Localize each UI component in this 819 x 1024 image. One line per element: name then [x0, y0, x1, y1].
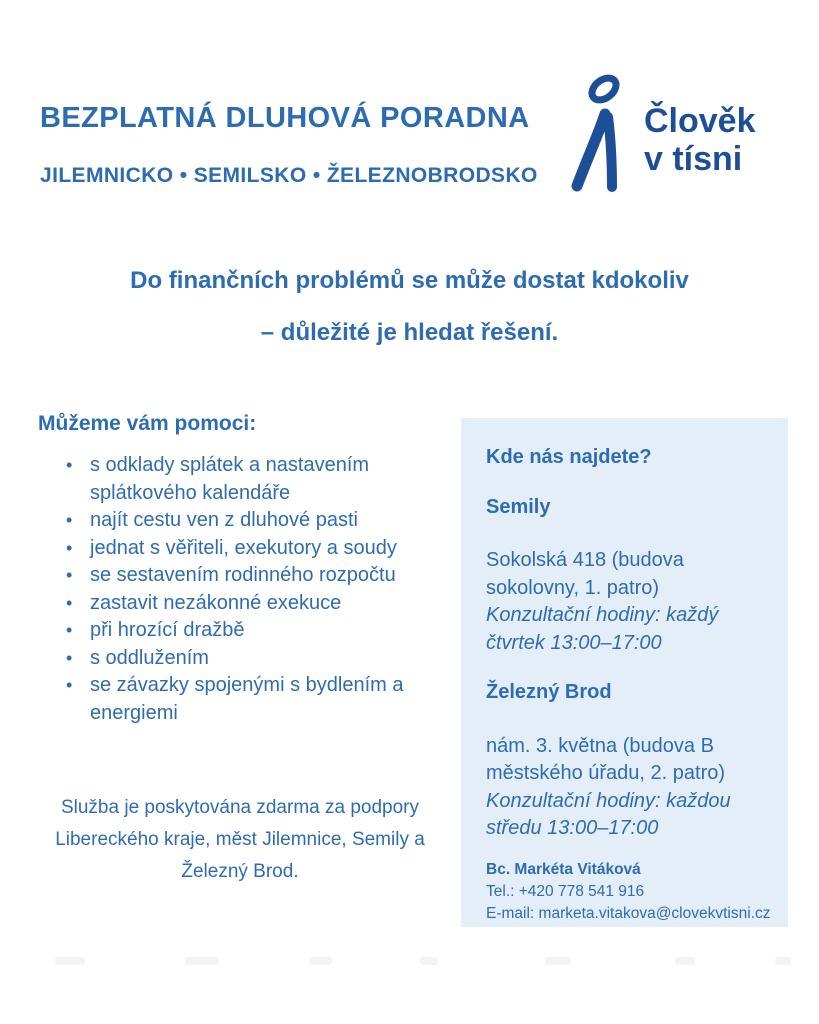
intro-line-2: – důležité je hledat řešení. — [260, 319, 559, 346]
list-item: • s oddlužením — [90, 645, 416, 673]
flyer-title: BEZPLATNÁ DLUHOVÁ PORADNA — [40, 102, 530, 134]
list-item: • se závazky spojenými s bydlením a energiemi — [90, 672, 416, 727]
list-item: • najít cestu ven z dluhové pasti — [90, 507, 416, 535]
list-item: • jednat s věřiteli, exekutory a soudy — [90, 535, 416, 563]
locations-panel — [461, 418, 788, 927]
contact-phone: Tel.: +420 778 541 916 — [486, 882, 645, 900]
panel-heading: Kde nás najdete? — [486, 446, 652, 468]
location-name-zelezny-brod: Železný Brod — [486, 681, 612, 703]
location-hours: Konzultační hodiny: každou středu 13:00–17:00 — [486, 789, 731, 839]
faint-footer-marks — [0, 953, 819, 969]
location-hours: Konzultační hodiny: každý čtvrtek 13:00–17:00 — [486, 604, 719, 654]
person-icon — [568, 60, 630, 195]
list-item: • zastavit nezákonné exekuce — [90, 590, 416, 618]
intro-headline — [0, 266, 819, 348]
location-name-semily: Semily — [486, 495, 551, 518]
logo-word-line2: v tísni — [644, 140, 743, 178]
flyer-region-subtitle: JILEMNICKO • SEMILSKO • ŽELEZNOBRODSKO — [40, 164, 538, 187]
logo-word-line1: Člověk — [644, 102, 756, 140]
location-address: Sokolská 418 (budova sokolovny, 1. patro) — [486, 549, 684, 599]
location-address: nám. 3. května (budova B městského úřadu, 2. patro) — [486, 734, 726, 784]
clovek-v-tisni-logo — [568, 60, 756, 195]
list-item: • při hrozící dražbě — [90, 617, 416, 645]
contact-email: E-mail: marketa.vitakova@clovekvtisni.cz — [486, 904, 771, 922]
help-bullet-list — [38, 452, 416, 727]
intro-line-1: Do finančních problémů se může dostat kdokoliv — [130, 267, 689, 294]
contact-person-name: Bc. Markéta Vitáková — [486, 860, 641, 878]
help-lead: Můžeme vám pomoci: — [38, 412, 257, 435]
list-item: • s odklady splátek a nastavením splátkového kalendáře — [90, 452, 416, 507]
list-item: • se sestavením rodinného rozpočtu — [90, 562, 416, 590]
logo-wordmark — [644, 102, 756, 178]
service-note: Služba je poskytována zdarma za podpory Libereckého kraje, měst Jilemnice, Semily a Železný Brod. — [55, 797, 425, 882]
contact-block — [486, 859, 771, 925]
